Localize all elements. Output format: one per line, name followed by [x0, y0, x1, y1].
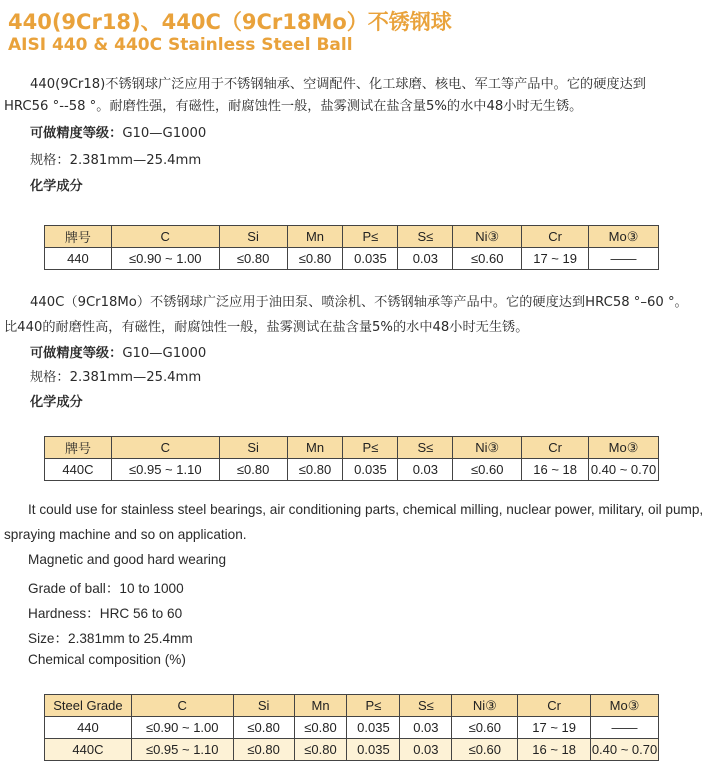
- table-cell: ≤0.80: [287, 248, 343, 270]
- header-cell: Steel Grade: [45, 695, 132, 717]
- table-cell: 0.03: [398, 459, 453, 481]
- table-cell: 440: [45, 248, 112, 270]
- en-magnetic: Magnetic and good hard wearing: [28, 552, 226, 567]
- header-cell: Mo③: [591, 695, 659, 717]
- table-cell: ≤0.80: [294, 717, 347, 739]
- sec2-desc-line2: 比440的耐磨性高，有磁性，耐腐蚀性一般，盐雾测试在盐含量5%的水中48小时无生锈。: [4, 320, 529, 335]
- header-cell: Cr: [522, 437, 589, 459]
- header-cell: P≤: [343, 437, 398, 459]
- header-cell: S≤: [398, 437, 453, 459]
- page-title: 440(9Cr18)、440C（9Cr18Mo）不锈钢球: [8, 10, 452, 34]
- table-row: [45, 717, 659, 739]
- sec1-grade-value: G10—G1000: [122, 126, 207, 141]
- header-cell: Si: [219, 437, 287, 459]
- table-cell: 0.035: [347, 739, 400, 761]
- table-cell: ≤0.80: [287, 459, 343, 481]
- sec2-grade-label: 可做精度等级：: [30, 346, 123, 361]
- table-row: [45, 248, 659, 270]
- header-cell: Mo③: [589, 437, 659, 459]
- chem-table-440c: [44, 436, 659, 481]
- sec2-size: [30, 368, 201, 388]
- header-cell: 牌号: [45, 437, 112, 459]
- header-cell: C: [111, 226, 219, 248]
- header-cell: Mo③: [589, 226, 659, 248]
- table-row: [45, 739, 659, 761]
- table-cell: 16 ~ 18: [522, 459, 589, 481]
- table-cell: 17 ~ 19: [522, 248, 589, 270]
- en-desc-line1: It could use for stainless steel bearings, air conditioning parts, chemical milling, nuclear power, military, oil pump,: [28, 502, 704, 517]
- header-cell: Mn: [294, 695, 347, 717]
- table-cell: 0.03: [400, 739, 452, 761]
- en-desc-line2: spraying machine and so on application.: [4, 527, 247, 542]
- header-cell: P≤: [343, 226, 398, 248]
- sec2-grade: [30, 344, 206, 364]
- en-size: Size：2.381mm to 25.4mm: [28, 631, 193, 646]
- page-subtitle: AISI 440 & 440C Stainless Steel Ball: [8, 35, 353, 55]
- table-cell: ≤0.60: [452, 717, 518, 739]
- sec2-desc-line1: 440C（9Cr18Mo）不锈钢球广泛应用于油田泵、喷涂机、不锈钢轴承等产品中。它的硬度达到HRC58 °–60 °。: [30, 295, 688, 310]
- sec2-chem-label: 化学成分: [30, 395, 83, 410]
- table-cell: ≤0.60: [453, 248, 522, 270]
- table-header-row: [45, 226, 659, 248]
- sec1-grade: [30, 124, 206, 144]
- table-cell: ≤0.95 ~ 1.10: [111, 459, 219, 481]
- header-cell: Cr: [518, 695, 591, 717]
- header-cell: Cr: [522, 226, 589, 248]
- chem-table-english: [44, 694, 659, 761]
- header-cell: Si: [233, 695, 294, 717]
- table-cell: 0.035: [343, 248, 398, 270]
- header-cell: P≤: [347, 695, 400, 717]
- table-cell: ≤0.80: [219, 248, 287, 270]
- table-cell: 0.40 ~ 0.70: [591, 739, 659, 761]
- table-cell: ≤0.80: [219, 459, 287, 481]
- table-cell: ≤0.90 ~ 1.00: [131, 717, 233, 739]
- sec1-size-value: 2.381mm—25.4mm: [69, 153, 202, 168]
- sec1-grade-label: 可做精度等级：: [30, 126, 123, 141]
- table-cell: 16 ~ 18: [518, 739, 591, 761]
- en-hardness: Hardness：HRC 56 to 60: [28, 606, 183, 621]
- header-cell: C: [131, 695, 233, 717]
- header-cell: S≤: [398, 226, 453, 248]
- header-cell: C: [111, 437, 219, 459]
- table-cell: ≤0.80: [294, 739, 347, 761]
- sec1-size: [30, 151, 201, 171]
- sec2-size-label: 规格：: [30, 370, 70, 385]
- sec1-size-label: 规格：: [30, 153, 70, 168]
- sec2-size-value: 2.381mm—25.4mm: [69, 370, 202, 385]
- table-row: [45, 459, 659, 481]
- table-cell: 440: [45, 717, 132, 739]
- header-cell: S≤: [400, 695, 452, 717]
- table-header-row: [45, 437, 659, 459]
- chem-table-440: [44, 225, 659, 270]
- table-cell: ——: [589, 248, 659, 270]
- header-cell: Ni③: [452, 695, 518, 717]
- sec1-chem-label: 化学成分: [30, 179, 83, 194]
- sec2-grade-value: G10—G1000: [122, 346, 207, 361]
- header-cell: Mn: [287, 226, 343, 248]
- table-cell: ——: [591, 717, 659, 739]
- header-cell: 牌号: [45, 226, 112, 248]
- sec1-desc-line2: HRC56 °--58 °。耐磨性强，有磁性，耐腐蚀性一般，盐雾测试在盐含量5%的水中48小时无生锈。: [4, 99, 583, 114]
- table-cell: 0.40 ~ 0.70: [589, 459, 659, 481]
- header-cell: Mn: [287, 437, 343, 459]
- table-cell: 0.035: [347, 717, 400, 739]
- table-cell: ≤0.95 ~ 1.10: [131, 739, 233, 761]
- table-cell: 0.035: [343, 459, 398, 481]
- table-cell: 0.03: [398, 248, 453, 270]
- table-cell: ≤0.80: [233, 717, 294, 739]
- table-cell: ≤0.60: [452, 739, 518, 761]
- table-cell: ≤0.90 ~ 1.00: [111, 248, 219, 270]
- table-cell: 440C: [45, 739, 132, 761]
- table-cell: ≤0.60: [453, 459, 522, 481]
- header-cell: Ni③: [453, 226, 522, 248]
- en-grade: Grade of ball：10 to 1000: [28, 581, 184, 596]
- header-cell: Si: [219, 226, 287, 248]
- en-chem-label: Chemical composition (%): [28, 652, 186, 667]
- table-cell: 17 ~ 19: [518, 717, 591, 739]
- sec1-desc-line1: 440(9Cr18)不锈钢球广泛应用于不锈钢轴承、空调配件、化工球磨、核电、军工等产品中。它的硬度达到: [30, 77, 646, 92]
- table-cell: ≤0.80: [233, 739, 294, 761]
- table-header-row: [45, 695, 659, 717]
- table-cell: 440C: [45, 459, 112, 481]
- table-cell: 0.03: [400, 717, 452, 739]
- header-cell: Ni③: [453, 437, 522, 459]
